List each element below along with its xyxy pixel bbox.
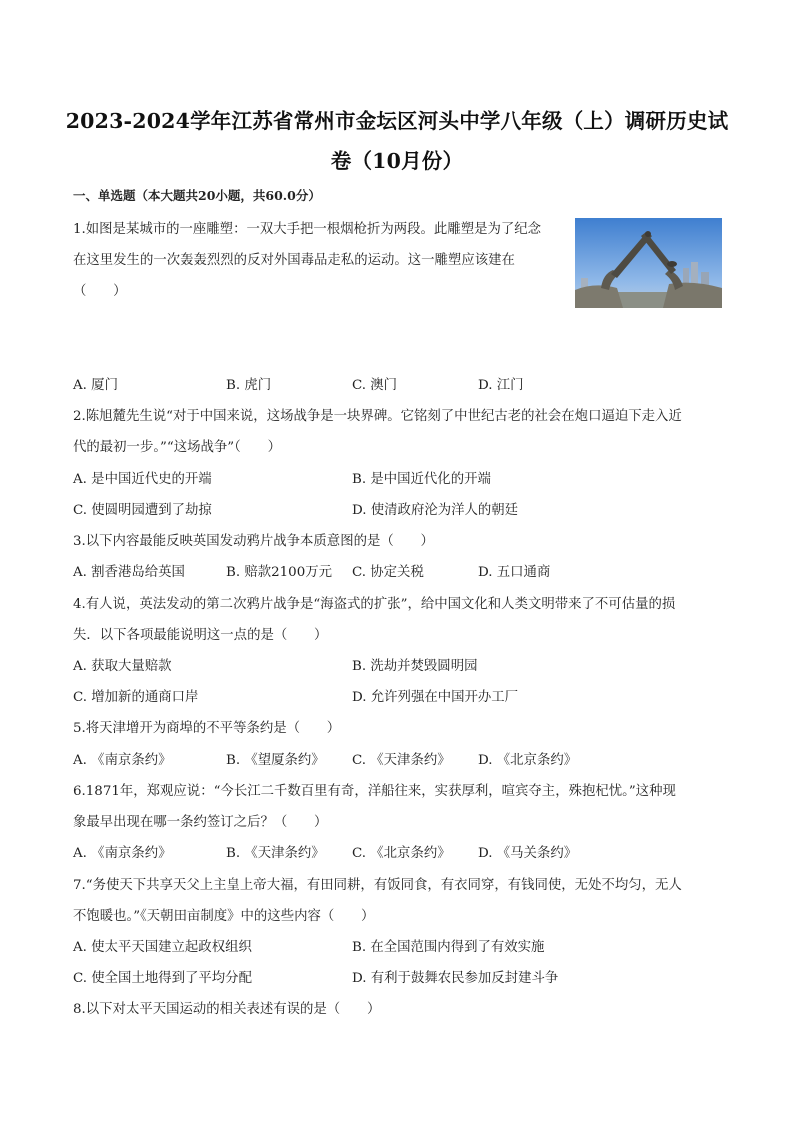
question-4-line2: 失．以下各项最能说明这一点的是（ ） <box>73 628 328 643</box>
sculpture-photo <box>575 218 722 308</box>
q7-option-b: B. 在全国范围内得到了有效实施 <box>352 940 545 955</box>
question-6-line2: 象最早出现在哪一条约签订之后？（ ） <box>73 815 328 830</box>
exam-title-line2: 卷（10月份） <box>330 149 464 173</box>
q7-option-c: C. 使全国土地得到了平均分配 <box>73 971 252 986</box>
exam-title-line1: 2023-2024学年江苏省常州市金坛区河头中学八年级（上）调研历史试 <box>65 109 729 133</box>
q6-option-a: A. 《南京条约》 <box>73 846 172 861</box>
q5-option-a: A. 《南京条约》 <box>73 753 172 768</box>
q4-option-a: A. 获取大量赔款 <box>73 659 172 674</box>
q1-option-d: D. 江门 <box>478 378 524 393</box>
question-5-line1: 5.将天津增开为商埠的不平等条约是（ ） <box>73 721 341 736</box>
question-2-line1: 2.陈旭麓先生说“对于中国来说，这场战争是一块界碑。它铭刻了中世纪古老的社会在炮口逼迫下走入近 <box>73 409 682 424</box>
q4-option-c: C. 增加新的通商口岸 <box>73 690 199 705</box>
q2-option-d: D. 使清政府沦为洋人的朝廷 <box>352 503 519 518</box>
q7-option-a: A. 使太平天国建立起政权组织 <box>73 940 252 955</box>
q4-option-b: B. 洗劫并焚毁圆明园 <box>352 659 478 674</box>
q1-option-b: B. 虎门 <box>226 378 272 393</box>
q7-option-d: D. 有利于鼓舞农民参加反封建斗争 <box>352 971 559 986</box>
q3-option-c: C. 协定关税 <box>352 565 424 580</box>
q6-option-d: D. 《马关条约》 <box>478 846 578 861</box>
q3-option-d: D. 五口通商 <box>478 565 551 580</box>
q1-option-a: A. 厦门 <box>73 378 118 393</box>
q5-option-b: B. 《望厦条约》 <box>226 753 325 768</box>
question-1-line3: （ ） <box>73 284 127 299</box>
q2-option-c: C. 使圆明园遭到了劫掠 <box>73 503 212 518</box>
question-7-line1: 7.“务使天下共享天父上主皇上帝大福，有田同耕，有饭同食，有衣同穿，有钱同使，无处不均匀，无人 <box>73 878 682 893</box>
question-8-line1: 8.以下对太平天国运动的相关表述有误的是（ ） <box>73 1002 381 1017</box>
question-3-line1: 3.以下内容最能反映英国发动鸦片战争本质意图的是（ ） <box>73 534 434 549</box>
q6-option-b: B. 《天津条约》 <box>226 846 325 861</box>
sculpture-photo-image <box>575 218 722 308</box>
q2-option-b: B. 是中国近代化的开端 <box>352 472 491 487</box>
question-6-line1: 6.1871年，郑观应说：“今长江二千数百里有奇，洋船往来，实获厚利，喧宾夺主，殊抱杞忧。”这种现 <box>73 784 676 799</box>
question-1-line1: 1.如图是某城市的一座雕塑：一双大手把一根烟枪折为两段。此雕塑是为了纪念 <box>73 222 542 237</box>
q5-option-d: D. 《北京条约》 <box>478 753 578 768</box>
q5-option-c: C. 《天津条约》 <box>352 753 451 768</box>
q3-option-a: A. 割香港岛给英国 <box>73 565 185 580</box>
question-1-line2: 在这里发生的一次轰轰烈烈的反对外国毒品走私的运动。这一雕塑应该建在 <box>73 253 515 268</box>
q3-option-b: B. 赔款2100万元 <box>226 565 332 580</box>
question-7-line2: 不饱暖也。”《天朝田亩制度》中的这些内容（ ） <box>73 909 375 924</box>
q6-option-c: C. 《北京条约》 <box>352 846 451 861</box>
section-header: 一、单选题（本大题共20小题，共60.0分） <box>73 188 321 203</box>
q4-option-d: D. 允许列强在中国开办工厂 <box>352 690 519 705</box>
q1-option-c: C. 澳门 <box>352 378 398 393</box>
question-2-line2: 代的最初一步。”“这场战争”（ ） <box>73 440 281 455</box>
question-4-line1: 4.有人说，英法发动的第二次鸦片战争是“海盗式的扩张”，给中国文化和人类文明带来了不可估量的损 <box>73 597 676 612</box>
q2-option-a: A. 是中国近代史的开端 <box>73 472 212 487</box>
